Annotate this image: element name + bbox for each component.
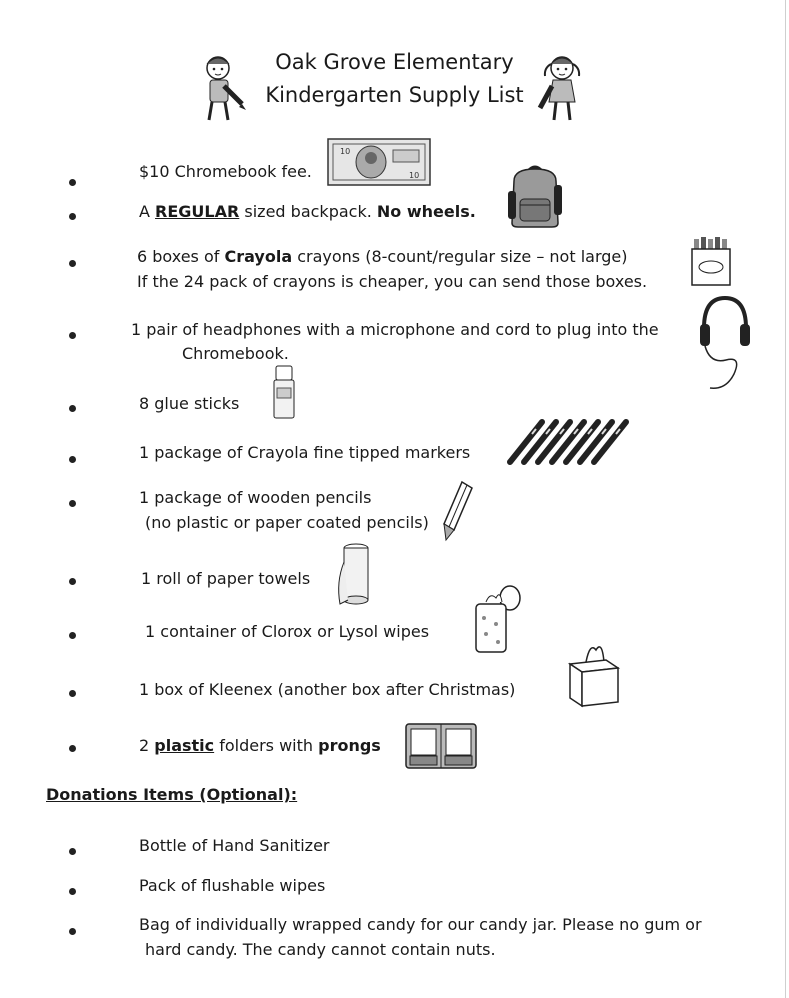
svg-text:10: 10 xyxy=(409,171,420,180)
markers-icon xyxy=(502,412,640,468)
supply-item-wipes: 1 container of Clorox or Lysol wipes xyxy=(145,622,430,641)
list-bullet xyxy=(69,179,76,186)
backpack-icon xyxy=(506,165,564,229)
supply-item-headphones-cont: Chromebook. xyxy=(182,344,289,363)
crayon-box-icon xyxy=(690,235,732,287)
supply-item-headphones: 1 pair of headphones with a microphone and cord to plug into the xyxy=(131,320,659,339)
list-bullet xyxy=(69,632,76,639)
supply-item-markers: 1 package of Crayola fine tipped markers xyxy=(139,443,471,462)
list-bullet xyxy=(69,213,76,220)
list-bullet xyxy=(69,405,76,412)
headphones-icon xyxy=(698,294,752,394)
list-bullet xyxy=(69,690,76,697)
pencil-icon xyxy=(440,480,474,542)
folder-icon xyxy=(404,722,478,770)
donations-heading: Donations Items (Optional): xyxy=(46,785,298,804)
list-bullet xyxy=(69,500,76,507)
donation-item-hand-sanitizer: Bottle of Hand Sanitizer xyxy=(139,836,330,855)
supply-item-paper-towels: 1 roll of paper towels xyxy=(141,569,311,588)
page-edge xyxy=(785,0,786,998)
wipes-container-icon xyxy=(472,584,524,654)
list-bullet xyxy=(69,848,76,855)
list-bullet xyxy=(69,745,76,752)
supply-item-folders: 2 plastic folders with prongs xyxy=(139,736,381,755)
supply-item-crayons-note: If the 24 pack of crayons is cheaper, you can send those boxes. xyxy=(137,272,648,291)
tissue-box-icon xyxy=(566,640,622,708)
list-bullet xyxy=(69,578,76,585)
supply-item-crayons: 6 boxes of Crayola crayons (8-count/regular size – not large) xyxy=(137,247,628,266)
supply-item-glue-sticks: 8 glue sticks xyxy=(139,394,240,413)
supply-item-chromebook-fee: $10 Chromebook fee. xyxy=(139,162,312,181)
donation-item-flushable-wipes: Pack of flushable wipes xyxy=(139,876,326,895)
donation-item-candy-cont: hard candy. The candy cannot contain nuts. xyxy=(145,940,496,959)
list-bullet xyxy=(69,260,76,267)
list-title: Kindergarten Supply List xyxy=(265,83,524,107)
donation-item-candy: Bag of individually wrapped candy for our candy jar. Please no gum or xyxy=(139,915,702,934)
paper-towel-icon xyxy=(334,542,378,606)
list-bullet xyxy=(69,888,76,895)
girl-with-pencil-icon xyxy=(536,52,588,124)
supply-item-pencils-note: (no plastic or paper coated pencils) xyxy=(145,513,429,532)
list-bullet xyxy=(69,928,76,935)
school-name: Oak Grove Elementary xyxy=(275,50,514,74)
list-bullet xyxy=(69,456,76,463)
boy-with-pencil-icon xyxy=(198,52,248,124)
svg-text:10: 10 xyxy=(340,147,351,156)
supply-item-backpack: A REGULAR sized backpack. No wheels. xyxy=(139,202,476,221)
dollar-bill-icon xyxy=(327,138,431,186)
glue-stick-icon xyxy=(270,364,298,420)
supply-item-kleenex: 1 box of Kleenex (another box after Christmas) xyxy=(139,680,516,699)
supply-item-pencils: 1 package of wooden pencils xyxy=(139,488,372,507)
list-bullet xyxy=(69,332,76,339)
